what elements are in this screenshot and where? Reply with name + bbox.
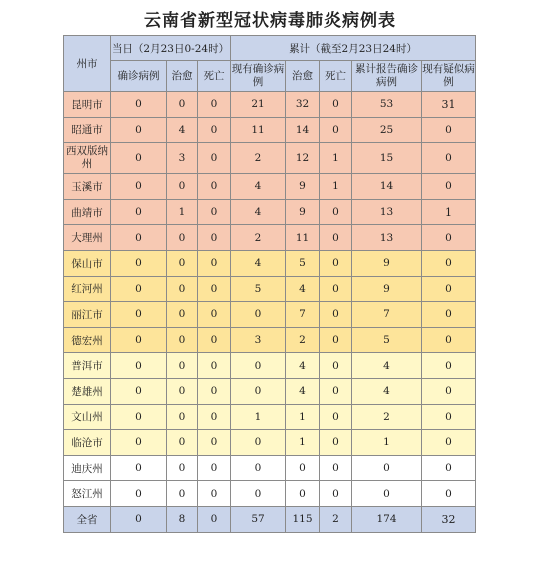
region-name: 文山州 <box>64 404 111 430</box>
table-cell: 4 <box>286 353 320 379</box>
table-cell: 0 <box>422 174 476 200</box>
table-cell: 0 <box>422 481 476 507</box>
table-cell: 32 <box>422 506 476 532</box>
region-name: 昭通市 <box>64 117 111 143</box>
table-cell: 0 <box>111 455 167 481</box>
table-cell: 0 <box>167 174 198 200</box>
table-cell: 9 <box>352 250 422 276</box>
table-cell: 0 <box>198 92 231 118</box>
table-cell: 1 <box>320 174 352 200</box>
table-cell: 0 <box>422 327 476 353</box>
table-cell: 0 <box>111 404 167 430</box>
col-cum-confirmed: 累计报告确诊病例 <box>352 61 422 92</box>
table-cell: 0 <box>111 92 167 118</box>
table-cell: 57 <box>231 506 286 532</box>
table-row <box>64 430 476 456</box>
table-cell: 0 <box>320 481 352 507</box>
table-cell: 0 <box>320 276 352 302</box>
table-cell: 0 <box>198 353 231 379</box>
table-cell: 4 <box>352 353 422 379</box>
table-row <box>64 327 476 353</box>
region-header: 州市 <box>64 36 111 92</box>
region-name: 西双版纳州 <box>64 143 111 174</box>
table-cell: 0 <box>320 225 352 251</box>
table-cell: 0 <box>231 378 286 404</box>
table-cell: 4 <box>167 117 198 143</box>
table-row <box>64 250 476 276</box>
table-cell: 0 <box>422 455 476 481</box>
table-cell: 0 <box>231 481 286 507</box>
table-cell: 0 <box>320 199 352 225</box>
table-cell: 53 <box>352 92 422 118</box>
table-cell: 1 <box>352 430 422 456</box>
col-today-deaths: 死亡 <box>198 61 231 92</box>
table-cell: 4 <box>286 378 320 404</box>
table-cell: 0 <box>111 225 167 251</box>
cumulative-group-header: 累计（截至2月23日24时） <box>231 36 476 61</box>
table-cell: 0 <box>111 143 167 174</box>
table-cell: 5 <box>286 250 320 276</box>
table-cell: 174 <box>352 506 422 532</box>
table-cell: 1 <box>286 430 320 456</box>
table-cell: 0 <box>320 378 352 404</box>
table-cell: 21 <box>231 92 286 118</box>
table-cell: 0 <box>111 327 167 353</box>
table-row <box>64 92 476 118</box>
region-name: 大理州 <box>64 225 111 251</box>
table-cell: 9 <box>286 199 320 225</box>
table-cell: 0 <box>198 143 231 174</box>
table-cell: 3 <box>231 327 286 353</box>
table-cell: 1 <box>422 199 476 225</box>
table-cell: 1 <box>286 404 320 430</box>
region-name: 玉溪市 <box>64 174 111 200</box>
table-cell: 0 <box>111 276 167 302</box>
table-cell: 0 <box>111 117 167 143</box>
region-name: 昆明市 <box>64 92 111 118</box>
table-cell: 0 <box>167 455 198 481</box>
region-name: 德宏州 <box>64 327 111 353</box>
table-cell: 0 <box>320 455 352 481</box>
table-cell: 0 <box>167 481 198 507</box>
table-cell: 0 <box>167 378 198 404</box>
table-cell: 0 <box>320 327 352 353</box>
table-cell: 7 <box>352 302 422 328</box>
table-cell: 0 <box>167 327 198 353</box>
table-cell: 0 <box>198 276 231 302</box>
table-cell: 0 <box>111 481 167 507</box>
table-cell: 0 <box>198 199 231 225</box>
table-cell: 0 <box>286 455 320 481</box>
table-row <box>64 199 476 225</box>
table-cell: 0 <box>167 276 198 302</box>
table-cell: 2 <box>320 506 352 532</box>
region-name: 普洱市 <box>64 353 111 379</box>
table-cell: 0 <box>422 302 476 328</box>
table-cell: 0 <box>231 455 286 481</box>
table-cell: 14 <box>352 174 422 200</box>
table-cell: 1 <box>167 199 198 225</box>
table-cell: 0 <box>198 404 231 430</box>
table-row <box>64 455 476 481</box>
table-cell: 2 <box>286 327 320 353</box>
table-cell: 0 <box>320 430 352 456</box>
table-cell: 0 <box>167 430 198 456</box>
table-cell: 8 <box>167 506 198 532</box>
table-cell: 0 <box>198 455 231 481</box>
table-cell: 0 <box>198 506 231 532</box>
table-cell: 0 <box>320 353 352 379</box>
table-cell: 0 <box>422 430 476 456</box>
table-cell: 0 <box>320 404 352 430</box>
table-cell: 0 <box>198 302 231 328</box>
table-row <box>64 143 476 174</box>
col-current-confirmed: 现有确诊病例 <box>231 61 286 92</box>
table-cell: 12 <box>286 143 320 174</box>
table-cell: 0 <box>198 225 231 251</box>
table-cell: 0 <box>111 199 167 225</box>
table-cell: 0 <box>320 117 352 143</box>
table-cell: 0 <box>198 174 231 200</box>
col-cum-cured: 治愈 <box>286 61 320 92</box>
table-cell: 0 <box>422 404 476 430</box>
table-cell: 0 <box>198 250 231 276</box>
table-row <box>64 404 476 430</box>
table-cell: 0 <box>111 430 167 456</box>
table-cell: 0 <box>111 353 167 379</box>
table-cell: 0 <box>167 404 198 430</box>
table-cell: 9 <box>286 174 320 200</box>
table-cell: 0 <box>231 302 286 328</box>
table-cell: 0 <box>352 481 422 507</box>
table-cell: 0 <box>111 378 167 404</box>
table-cell: 0 <box>352 455 422 481</box>
table-cell: 0 <box>320 302 352 328</box>
table-cell: 9 <box>352 276 422 302</box>
region-name: 曲靖市 <box>64 199 111 225</box>
table-cell: 0 <box>422 143 476 174</box>
table-cell: 2 <box>231 225 286 251</box>
table-row <box>64 378 476 404</box>
case-table <box>63 35 476 533</box>
table-cell: 25 <box>352 117 422 143</box>
col-today-cured: 治愈 <box>167 61 198 92</box>
table-cell: 0 <box>167 353 198 379</box>
table-row <box>64 353 476 379</box>
region-name: 临沧市 <box>64 430 111 456</box>
table-cell: 4 <box>231 250 286 276</box>
table-cell: 11 <box>231 117 286 143</box>
table-cell: 0 <box>422 353 476 379</box>
table-cell: 7 <box>286 302 320 328</box>
table-cell: 0 <box>198 327 231 353</box>
table-row <box>64 302 476 328</box>
table-cell: 5 <box>231 276 286 302</box>
table-cell: 4 <box>352 378 422 404</box>
col-cum-deaths: 死亡 <box>320 61 352 92</box>
table-cell: 14 <box>286 117 320 143</box>
table-cell: 0 <box>111 506 167 532</box>
table-row <box>64 225 476 251</box>
table-cell: 0 <box>111 250 167 276</box>
table-row <box>64 481 476 507</box>
table-cell: 2 <box>352 404 422 430</box>
region-name: 迪庆州 <box>64 455 111 481</box>
table-cell: 0 <box>320 250 352 276</box>
table-cell: 4 <box>286 276 320 302</box>
table-title: 云南省新型冠状病毒肺炎病例表 <box>144 11 396 31</box>
table-cell: 4 <box>231 174 286 200</box>
table-row <box>64 174 476 200</box>
table-cell: 31 <box>422 92 476 118</box>
table-cell: 0 <box>422 250 476 276</box>
table-cell: 115 <box>286 506 320 532</box>
table-cell: 0 <box>198 430 231 456</box>
region-name: 红河州 <box>64 276 111 302</box>
table-cell: 0 <box>286 481 320 507</box>
table-cell: 0 <box>167 302 198 328</box>
table-cell: 0 <box>320 92 352 118</box>
table-row <box>64 506 476 532</box>
table-cell: 0 <box>167 225 198 251</box>
table-cell: 13 <box>352 225 422 251</box>
table-cell: 1 <box>231 404 286 430</box>
table-cell: 0 <box>422 276 476 302</box>
table-cell: 0 <box>422 225 476 251</box>
region-name: 全省 <box>64 506 111 532</box>
region-name: 楚雄州 <box>64 378 111 404</box>
region-name: 怒江州 <box>64 481 111 507</box>
table-cell: 0 <box>231 430 286 456</box>
table-cell: 0 <box>111 174 167 200</box>
table-cell: 0 <box>167 92 198 118</box>
table-cell: 0 <box>167 250 198 276</box>
region-name: 保山市 <box>64 250 111 276</box>
table-cell: 0 <box>198 481 231 507</box>
table-cell: 0 <box>198 378 231 404</box>
table-cell: 0 <box>422 117 476 143</box>
table-cell: 13 <box>352 199 422 225</box>
table-row <box>64 117 476 143</box>
region-name: 丽江市 <box>64 302 111 328</box>
table-cell: 1 <box>320 143 352 174</box>
table-row <box>64 276 476 302</box>
table-cell: 0 <box>111 302 167 328</box>
table-cell: 15 <box>352 143 422 174</box>
table-cell: 5 <box>352 327 422 353</box>
table-cell: 32 <box>286 92 320 118</box>
col-current-suspected: 现有疑似病例 <box>422 61 476 92</box>
table-cell: 11 <box>286 225 320 251</box>
table-cell: 0 <box>198 117 231 143</box>
table-cell: 3 <box>167 143 198 174</box>
table-cell: 0 <box>422 378 476 404</box>
table-cell: 4 <box>231 199 286 225</box>
table-cell: 0 <box>231 353 286 379</box>
col-today-confirmed: 确诊病例 <box>111 61 167 92</box>
today-group-header: 当日（2月23日0-24时） <box>111 36 231 61</box>
table-cell: 2 <box>231 143 286 174</box>
